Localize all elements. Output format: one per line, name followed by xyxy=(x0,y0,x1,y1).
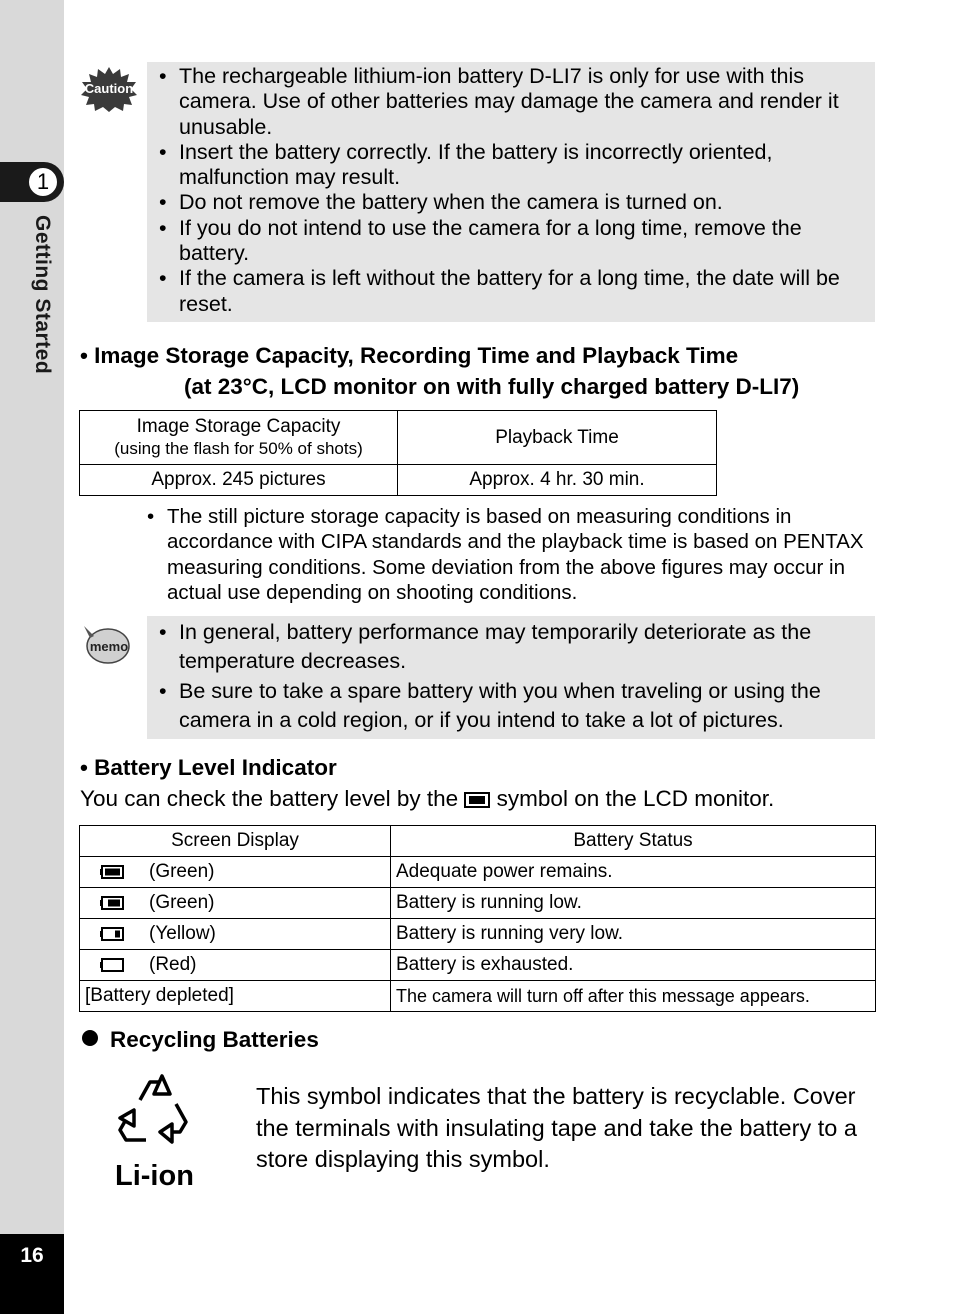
screen-display-cell xyxy=(80,919,391,950)
battery-full-icon xyxy=(100,864,124,880)
capacity-heading: • Image Storage Capacity, Recording Time and Playback Time xyxy=(80,343,739,368)
recycle-icon xyxy=(110,1070,202,1156)
memo-list xyxy=(159,618,865,735)
battery-status: Battery is running low. xyxy=(391,888,876,919)
svg-text:Caution: Caution xyxy=(84,81,134,96)
caution-item: • If the camera is left without the battery for a long time, the date will be reset. xyxy=(159,266,865,317)
table-row xyxy=(80,950,876,981)
playback-header: Playback Time xyxy=(398,411,717,465)
caution-icon xyxy=(80,66,138,112)
table-row xyxy=(80,919,876,950)
svg-text:memo: memo xyxy=(89,639,129,654)
memo-box xyxy=(147,616,875,739)
table-row xyxy=(80,981,876,1012)
memo-item: • Be sure to take a spare battery with you when traveling or using the camera in a cold region, or if you intend to take a lot of pictures. xyxy=(159,677,865,736)
battery-status: Adequate power remains. xyxy=(391,857,876,888)
capacity-subheading: (at 23°C, LCD monitor on with fully charged battery D-LI7) xyxy=(184,374,800,399)
recycling-heading-text: Recycling Batteries xyxy=(110,1027,319,1052)
battery-status-table xyxy=(79,825,876,1012)
screen-display-cell xyxy=(80,888,391,919)
table-row xyxy=(80,857,876,888)
battery-intro-before: You can check the battery level by the xyxy=(80,786,465,811)
capacity-note: • The still picture storage capacity is based on measuring conditions in accordance with CIPA standards and the playback time is based on PENTAX measuring conditions. Some deviation from the above figures may occur in actual use depending on shooting conditions. xyxy=(147,504,875,605)
memo-item: • In general, battery performance may temporarily deteriorate as the temperature decreases. xyxy=(159,618,865,677)
battery-status: Battery is exhausted. xyxy=(391,950,876,981)
indicator-color: (Green) xyxy=(149,892,215,913)
li-ion-label: Li-ion xyxy=(115,1160,194,1192)
caution-item: • The rechargeable lithium-ion battery D-LI7 is only for use with this camera. Use of other batteries may damage the camera and render it unusable. xyxy=(159,64,865,140)
battery-symbol-icon xyxy=(464,791,490,809)
recycling-heading xyxy=(82,1027,319,1053)
caution-list xyxy=(159,64,865,317)
caution-box xyxy=(147,62,875,322)
recycling-text: This symbol indicates that the battery is recyclable. Cover the terminals with insulating tape and take the battery to a store displaying this symbol. xyxy=(256,1083,857,1172)
battery-intro-after: symbol on the LCD monitor. xyxy=(490,786,775,811)
battery-status: The camera will turn off after this message appears. xyxy=(391,981,876,1012)
battery-empty-icon xyxy=(100,957,124,973)
battery-status-header: Battery Status xyxy=(391,826,876,857)
page-number: 16 xyxy=(20,1244,44,1267)
battery-status: Battery is running very low. xyxy=(391,919,876,950)
indicator-color: (Red) xyxy=(149,954,197,975)
caution-item: • If you do not intend to use the camera for a long time, remove the battery. xyxy=(159,216,865,267)
memo-icon xyxy=(80,622,132,666)
capacity-subheader: (using the flash for 50% of shots) xyxy=(114,438,363,458)
capacity-value: Approx. 245 pictures xyxy=(80,465,398,496)
battery-half-icon xyxy=(100,895,124,911)
bullet-dot-icon xyxy=(82,1030,98,1046)
screen-display-cell xyxy=(80,857,391,888)
battery-depleted-display: [Battery depleted] xyxy=(80,981,391,1012)
playback-value: Approx. 4 hr. 30 min. xyxy=(398,465,717,496)
battery-low-icon xyxy=(100,926,124,942)
battery-level-heading: • Battery Level Indicator xyxy=(80,755,337,780)
indicator-color: (Yellow) xyxy=(149,923,216,944)
screen-display-header: Screen Display xyxy=(80,826,391,857)
chapter-number: 1 xyxy=(27,166,59,198)
capacity-header: Image Storage Capacity xyxy=(136,415,341,437)
table-row xyxy=(80,888,876,919)
chapter-title: Getting Started xyxy=(31,215,54,375)
capacity-note-list xyxy=(147,504,875,605)
capacity-table xyxy=(79,410,717,496)
capacity-header-cell xyxy=(80,411,398,465)
indicator-color: (Green) xyxy=(149,861,215,882)
battery-level-intro xyxy=(80,786,774,812)
caution-item: • Do not remove the battery when the camera is turned on. xyxy=(159,190,865,215)
screen-display-cell xyxy=(80,950,391,981)
caution-item: • Insert the battery correctly. If the battery is incorrectly oriented, malfunction may result. xyxy=(159,140,865,191)
